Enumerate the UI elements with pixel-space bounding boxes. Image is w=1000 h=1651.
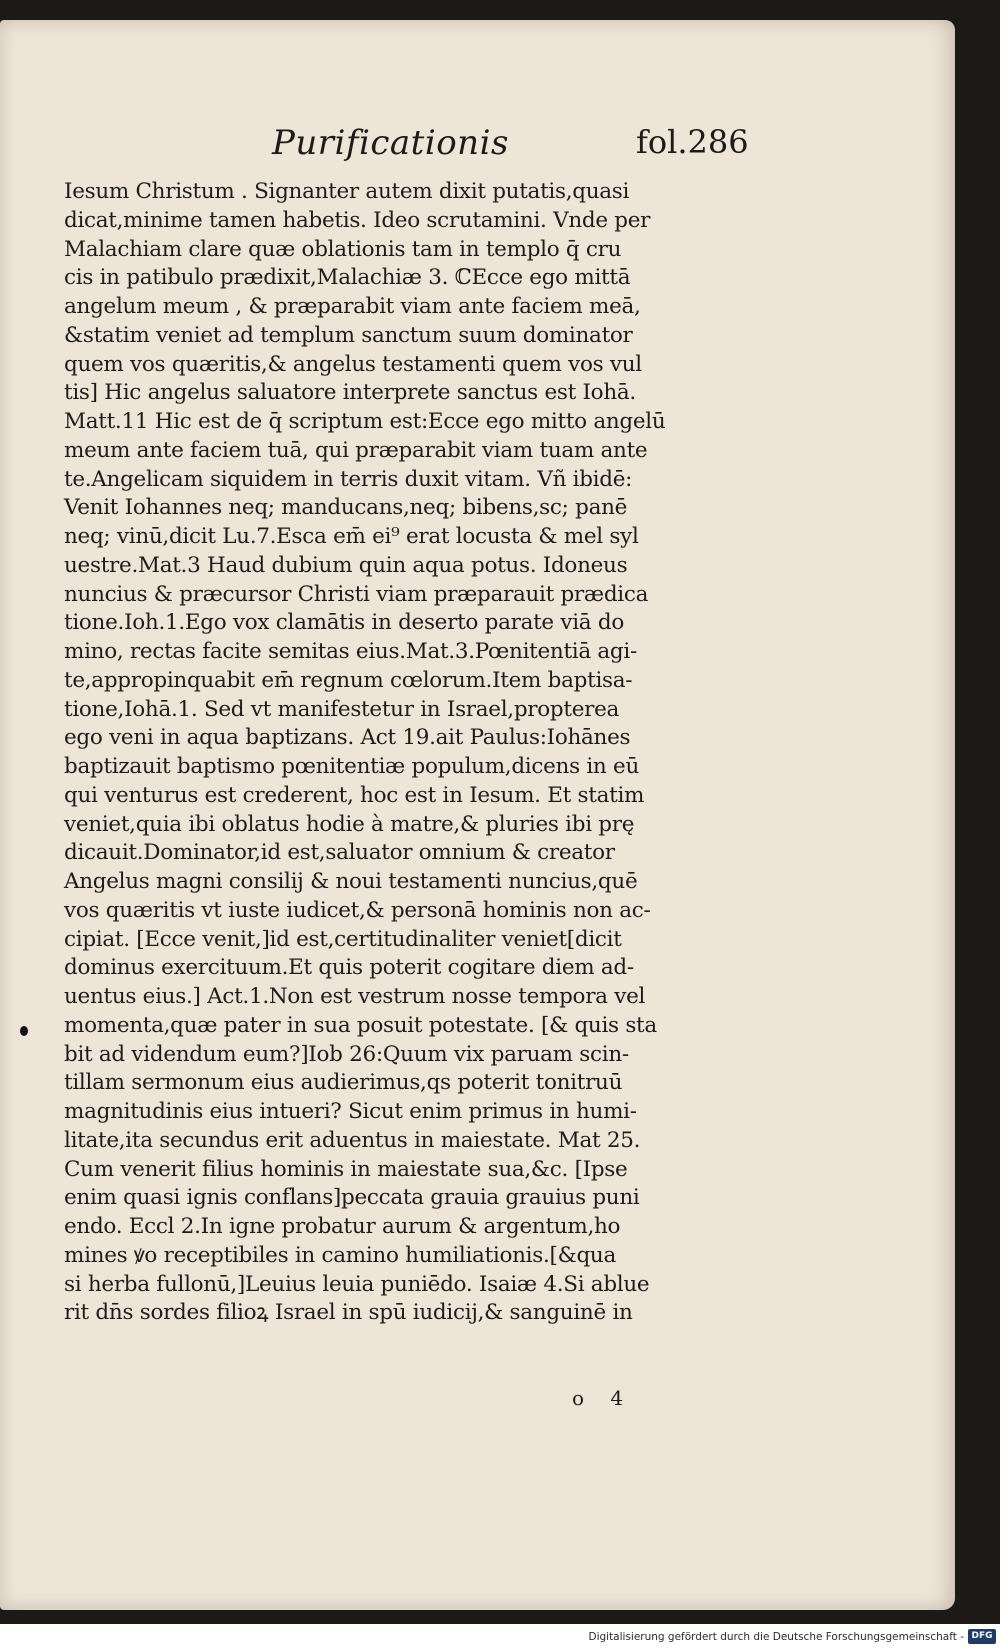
running-head: Purificationis xyxy=(272,123,509,163)
text-line: si herba fullonū,]Leuius leuia puniēdo. Isaiæ 4.Si ablue xyxy=(64,1271,650,1297)
funding-credit: Digitalisierung gefördert durch die Deutsche Forschungsgemeinschaft - xyxy=(588,1631,964,1643)
text-line: te,appropinquabit em̄ regnum cœlorum.Item baptisa- xyxy=(64,667,633,693)
digitization-footer xyxy=(0,1624,1000,1651)
signature-mark: o 4 xyxy=(572,1386,634,1410)
text-line: cipiat. [Ecce venit,]id est,certitudinaliter veniet[dicit xyxy=(64,926,622,952)
text-line: baptizauit baptismo pœnitentiæ populum,dicens in eū xyxy=(64,754,639,779)
text-line: cis in patibulo prædixit,Malachiæ 3. ℂEcce ego mittā xyxy=(64,265,631,291)
ink-speck xyxy=(20,1026,28,1036)
text-line: tione,Iohā.1. Sed vt manifestetur in Israel,propterea xyxy=(64,696,620,722)
text-line: mines ꝟo receptibiles in camino humiliationis.[&qua xyxy=(64,1242,616,1268)
text-line: endo. Eccl 2.In igne probatur aurum & argentum,ho xyxy=(64,1214,621,1239)
text-line: tillam sermonum eius audierimus,qs poterit tonitruū xyxy=(64,1070,623,1096)
text-line: veniet,quia ibi oblatus hodie à matre,& pluries ibi prę xyxy=(64,811,635,837)
text-line: ego veni in aqua baptizans. Act 19.ait Paulus:Iohānes xyxy=(64,725,631,751)
text-line: rit dn̄s sordes filioꝝ Israel in spū iudicij,& sanguinē in xyxy=(64,1300,633,1326)
text-line: quem vos quæritis,& angelus testamenti quem vos vul xyxy=(64,351,642,377)
text-line: Matt.11 Hic est de q̄ scriptum est:Ecce ego mitto angelū xyxy=(64,409,666,434)
text-line: litate,ita secundus erit aduentus in maiestate. Mat 25. xyxy=(64,1127,641,1153)
text-line: &statim veniet ad templum sanctum suum dominator xyxy=(64,322,633,348)
text-line: Venit Iohannes neq; manducans,neq; bibens,sc; panē xyxy=(64,495,628,521)
text-line: qui venturus est crederent, hoc est in Iesum. Et statim xyxy=(64,782,645,808)
text-line: enim quasi ignis conflans]peccata grauia grauius puni xyxy=(64,1185,640,1211)
text-line: uentus eius.] Act.1.Non est vestrum nosse tempora vel xyxy=(64,984,646,1009)
text-line: magnitudinis eius intueri? Sicut enim primus in humi- xyxy=(64,1099,637,1124)
text-line: nuncius & præcursor Christi viam præparauit prædica xyxy=(64,581,649,607)
dfg-logo: DFG xyxy=(968,1629,996,1644)
text-line: momenta,quæ pater in sua posuit potestate. [& quis sta xyxy=(64,1012,657,1038)
text-line: te.Angelicam siquidem in terris duxit vitam. Vñ ibidē: xyxy=(64,466,633,492)
text-line: angelum meum , & præparabit viam ante faciem meā, xyxy=(64,294,641,319)
text-line: uestre.Mat.3 Haud dubium quin aqua potus. Idoneus xyxy=(64,552,628,578)
text-line: Malachiam clare quæ oblationis tam in templo q̄ cru xyxy=(64,236,622,262)
folio-number: fol.286 xyxy=(636,123,749,161)
text-line: dicat,minime tamen habetis. Ideo scrutamini. Vnde per xyxy=(64,207,651,233)
book-page xyxy=(0,20,955,1610)
text-line: Iesum Christum . Signanter autem dixit putatis,quasi xyxy=(64,179,630,204)
page-header xyxy=(0,105,955,165)
text-line: bit ad videndum eum?]Iob 26:Quum vix paruam scin- xyxy=(64,1041,629,1067)
text-line: meum ante faciem tuā, qui præparabit viam tuam ante xyxy=(64,437,648,463)
text-line: vos quæritis vt iuste iudicet,& personā hominis non ac- xyxy=(64,897,651,923)
text-line: tis] Hic angelus saluatore interprete sanctus est Iohā. xyxy=(64,380,636,406)
text-line: tione.Ioh.1.Ego vox clamātis in deserto parate viā do xyxy=(64,610,624,636)
text-line: dicauit.Dominator,id est,saluator omnium & creator xyxy=(64,840,615,866)
text-line: mino, rectas facite semitas eius.Mat.3.Pœnitentiā agi- xyxy=(64,639,637,664)
text-line: Cum venerit filius hominis in maiestate sua,&c. [Ipse xyxy=(64,1156,628,1182)
body-text xyxy=(64,178,764,1328)
text-line: neq; vinū,dicit Lu.7.Esca em̄ ei⁹ erat locusta & mel syl xyxy=(64,524,639,549)
text-line: dominus exercituum.Et quis poterit cogitare diem ad- xyxy=(64,955,634,981)
text-line: Angelus magni consilij & noui testamenti nuncius,quē xyxy=(64,869,638,894)
